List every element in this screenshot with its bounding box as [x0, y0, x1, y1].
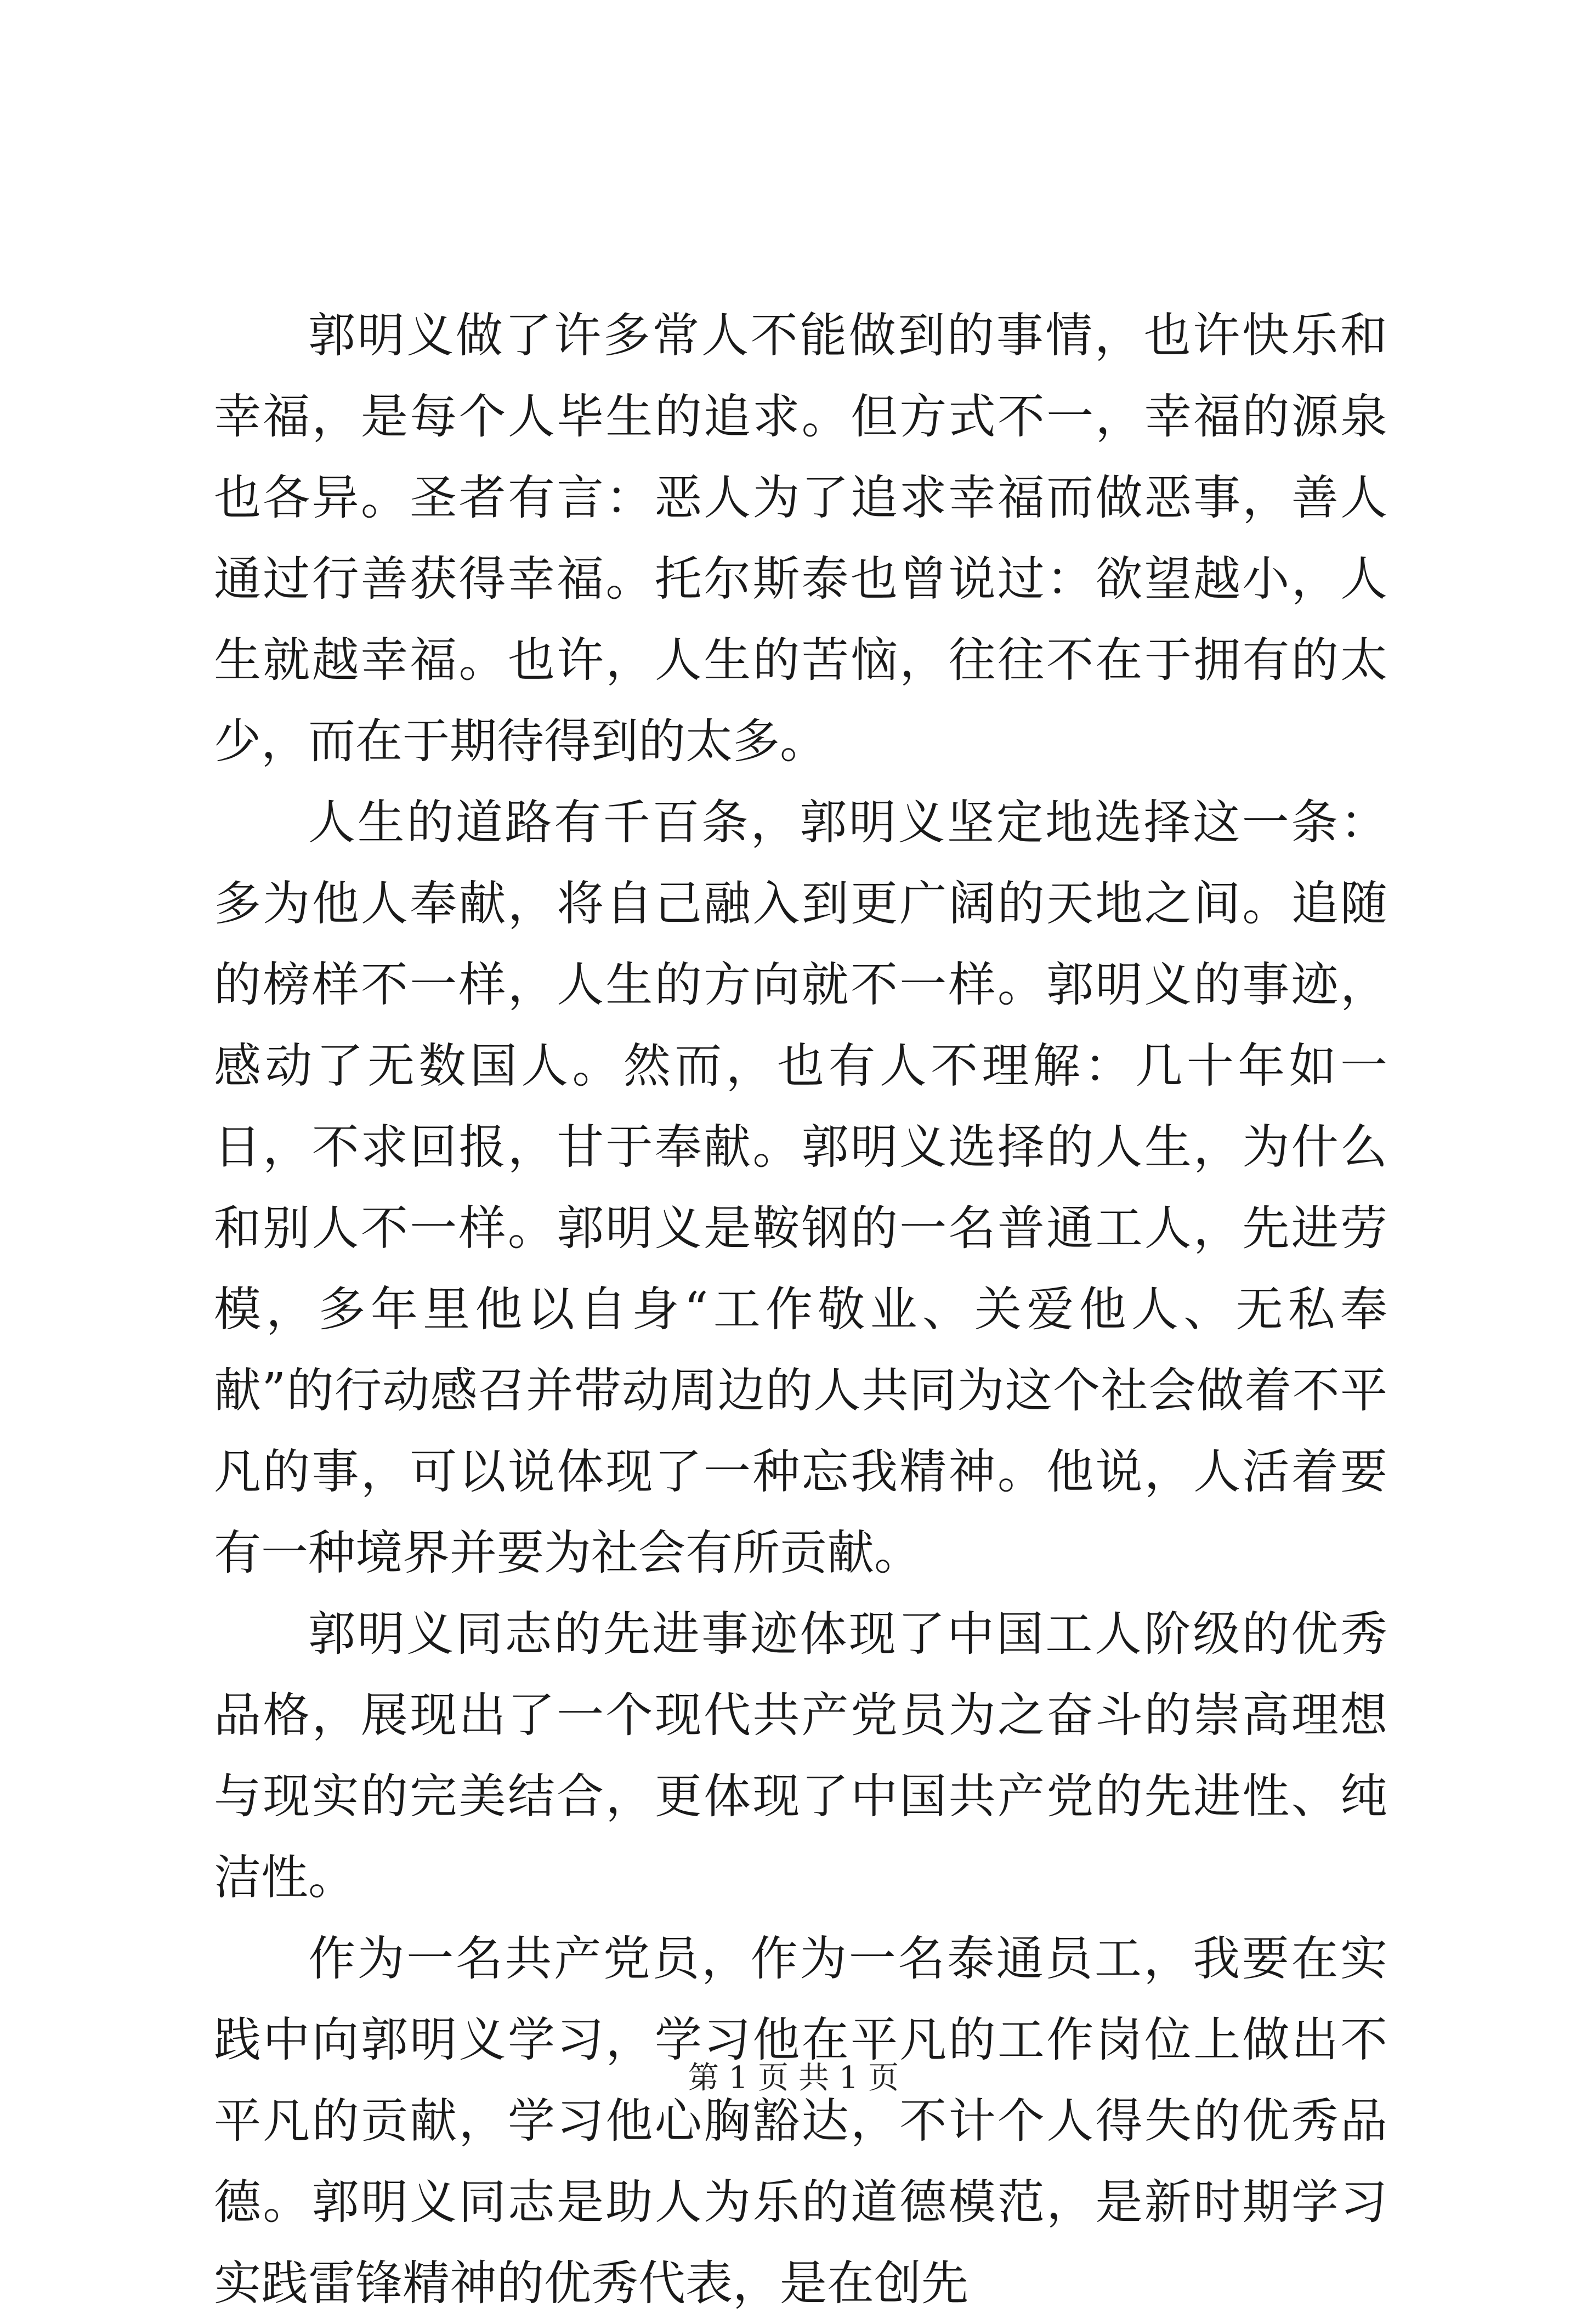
page-footer: 第 1 页 共 1 页 — [688, 2060, 899, 2096]
paragraph-4: 作为一名共产党员，作为一名泰通员工，我要在实践中向郭明义学习，学习他在平凡的工作岗位上做出不平凡的贡献，学习他心胸豁达，不计个人得失的优秀品德。郭明义同志是助人为乐的道德模范，是新时期学习实践雷锋精神的优秀代表，是在创先 — [214, 1931, 1387, 2311]
document-body — [214, 295, 1387, 2324]
paragraph-2: 人生的道路有千百条，郭明义坚定地选择这一条：多为他人奉献，将自己融入到更广阔的天地之间。追随的榜样不一样，人生的方向就不一样。郭明义的事迹，感动了无数国人。然而，也有人不理解：几十年如一日，不求回报，甘于奉献。郭明义选择的人生，为什么和别人不一样。郭明义是鞍钢的一名普通工人，先进劳模，多年里他以自身“工作敬业、关爱他人、无私奉献”的行动感召并带动周边的人共同为这个社会做着不平凡的事，可以说体现了一种忘我精神。他说，人活着要有一种境界并要为社会有所贡献。 — [214, 795, 1387, 1580]
paragraph-3: 郭明义同志的先进事迹体现了中国工人阶级的优秀品格，展现出了一个现代共产党员为之奋斗的崇高理想与现实的完美结合，更体现了中国共产党的先进性、纯洁性。 — [214, 1607, 1387, 1905]
paragraph-1: 郭明义做了许多常人不能做到的事情，也许快乐和幸福，是每个人毕生的追求。但方式不一，幸福的源泉也各异。圣者有言：恶人为了追求幸福而做恶事，善人通过行善获得幸福。托尔斯泰也曾说过：欲望越小，人生就越幸福。也许，人生的苦恼，往往不在于拥有的太少，而在于期待得到的太多。 — [214, 308, 1387, 769]
